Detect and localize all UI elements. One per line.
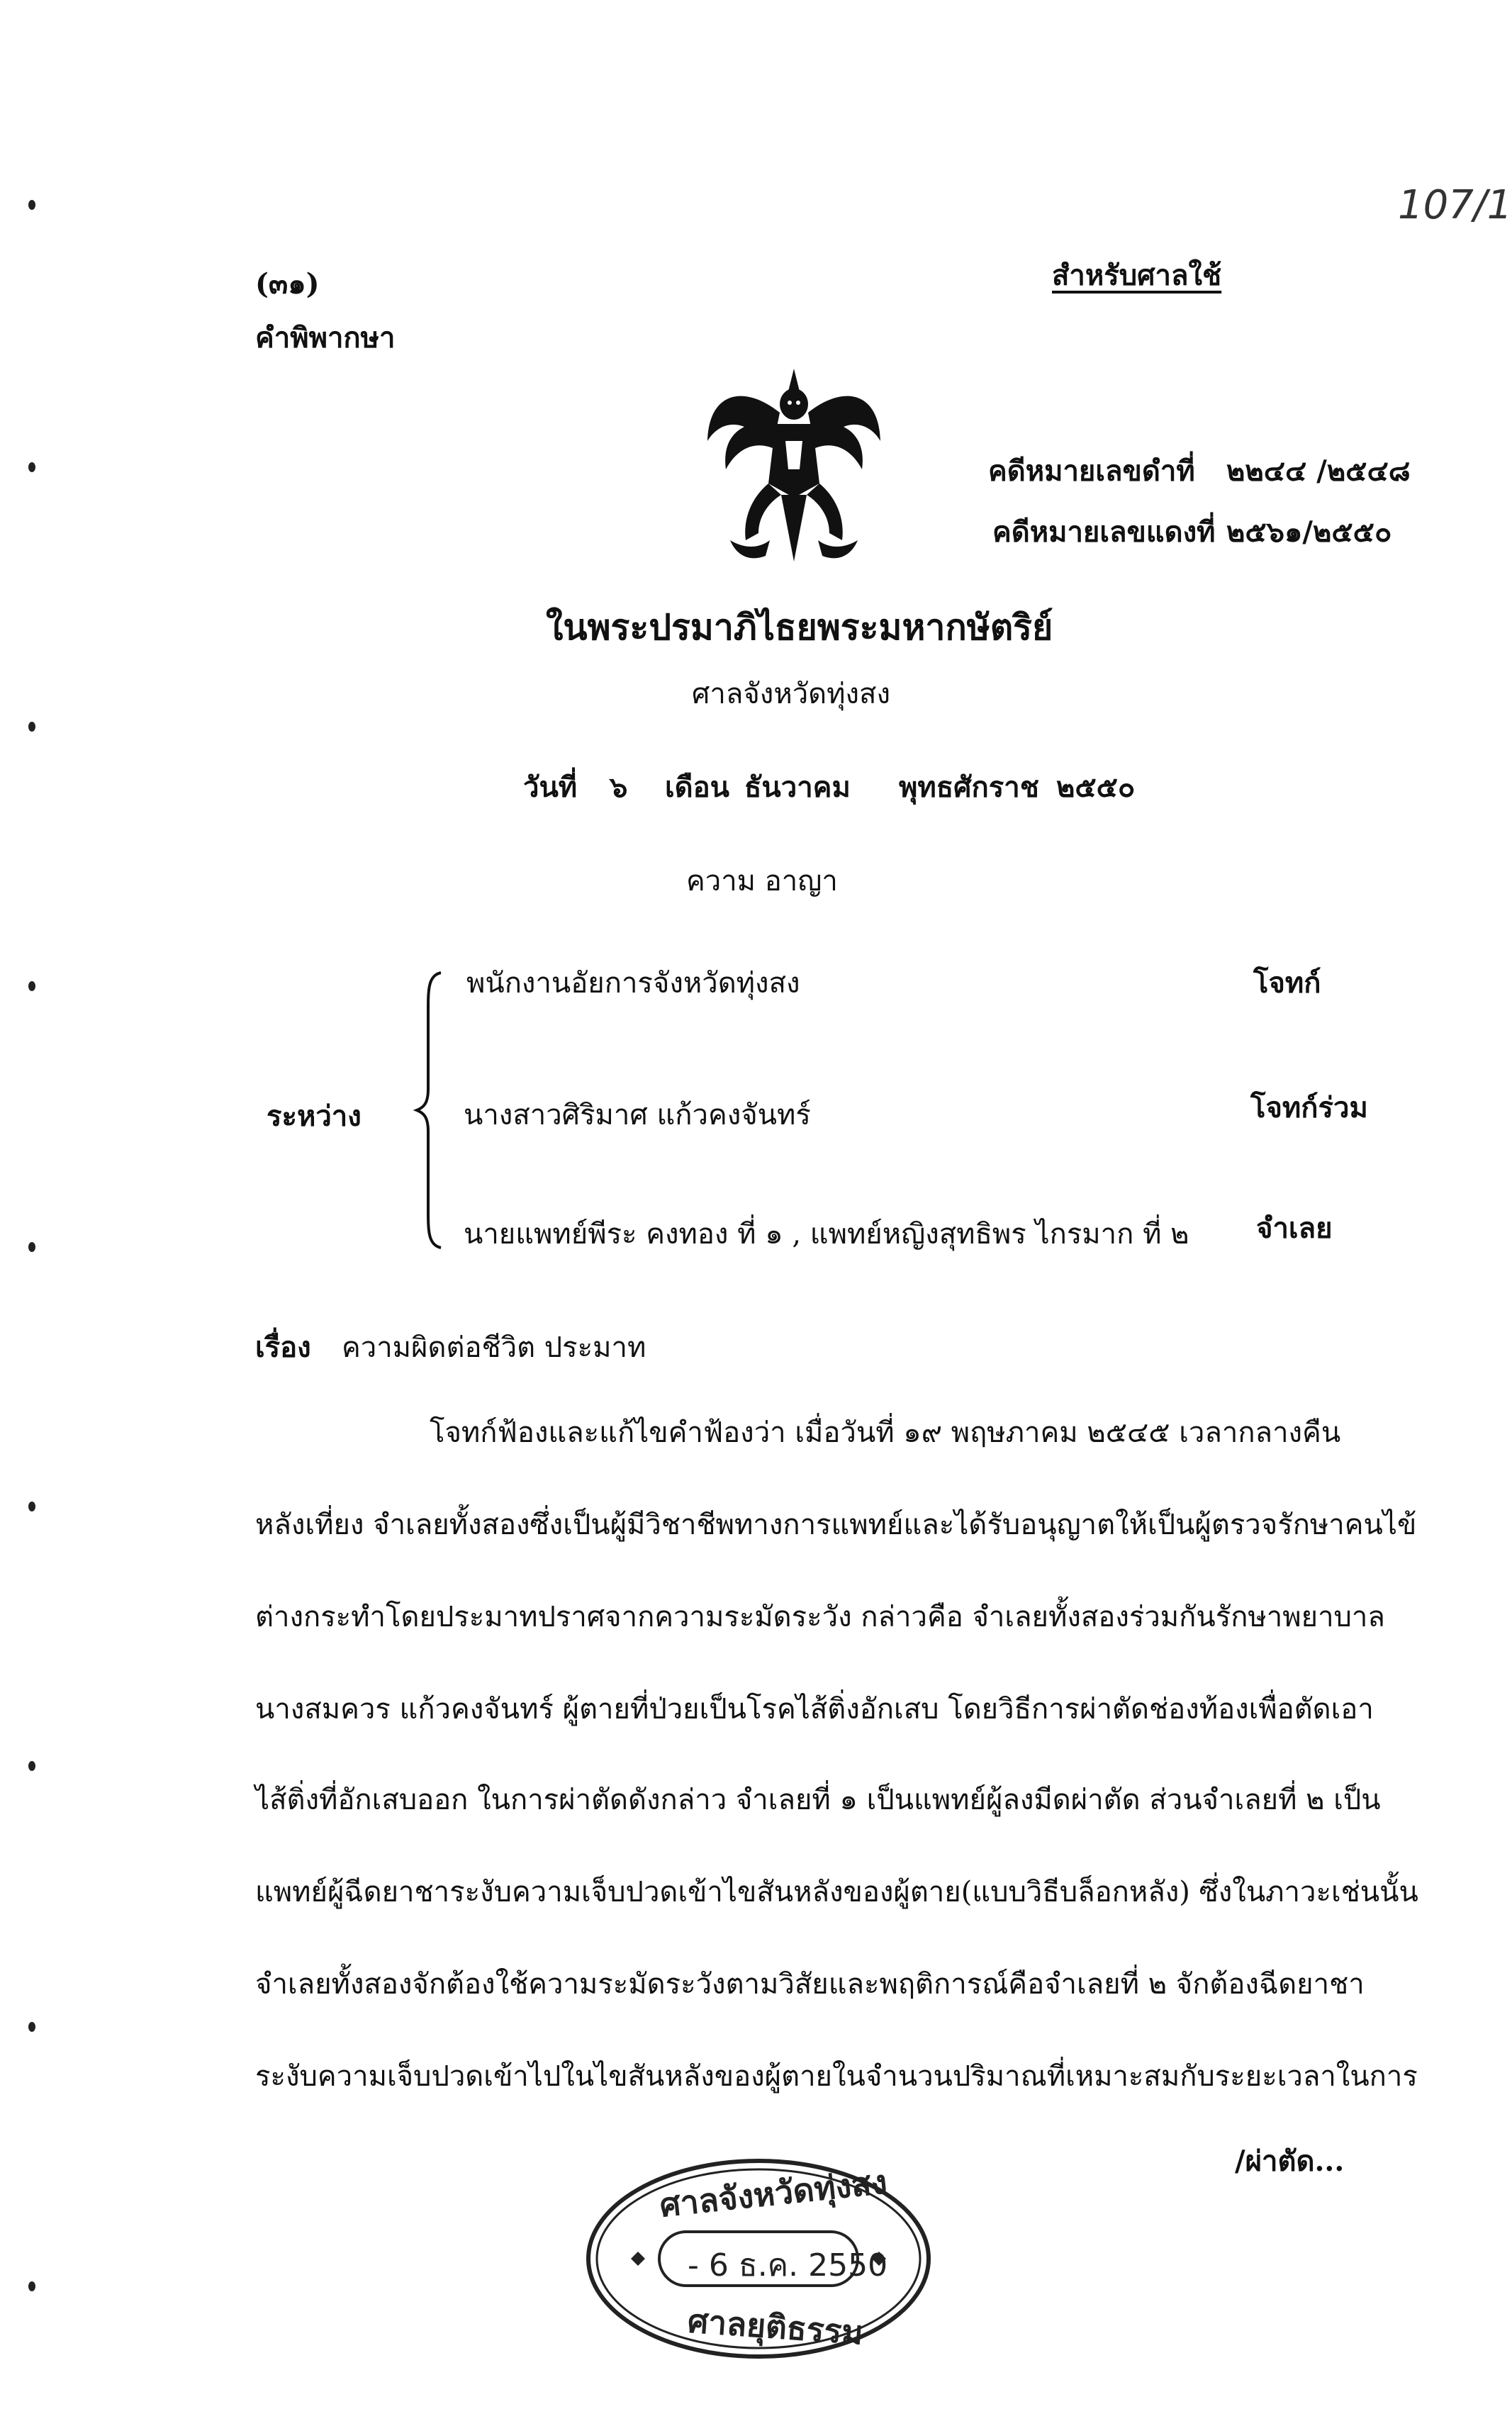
stamp-date: - 6 ธ.ค. 2550 <box>688 2247 888 2284</box>
form-title: คำพิพากษา <box>255 321 396 354</box>
page-mark: 107/1 <box>1398 182 1512 228</box>
body-line: แพทย์ผู้ฉีดยาชาระงับความเจ็บปวดเข้าไขสันหลังของผู้ตาย(แบบวิธีบล็อกหลัง) ซึ่งในภาวะเช่นนั้น <box>255 1876 1418 1908</box>
body-line: ต่างกระทำโดยประมาทปราศจากความระมัดระวัง กล่าวคือ จำเลยทั้งสองร่วมกันรักษาพยาบาล <box>255 1601 1385 1633</box>
court-name: ศาลจังหวัดทุ่งสง <box>692 678 890 710</box>
margin-dot <box>28 1502 35 1511</box>
date-day: ๖ <box>610 771 628 804</box>
royal-title: ในพระปรมาภิไธยพระมหากษัตริย์ <box>546 606 1053 648</box>
garuda-emblem-icon <box>702 363 886 569</box>
margin-dot <box>28 981 35 991</box>
margin-dot <box>28 1761 35 1771</box>
continuation-mark: /ผ่าตัด... <box>1235 2145 1345 2178</box>
party-brace <box>413 968 448 1252</box>
body-line: จำเลยทั้งสองจักต้องใช้ความระมัดระวังตามวิสัยและพฤติการณ์คือจำเลยที่ ๒ จักต้องฉีดยาชา <box>255 1968 1365 2001</box>
date-day-label: วันที่ <box>523 771 578 804</box>
black-case-label: คดีหมายเลขดำที่ <box>988 454 1195 488</box>
margin-dot <box>28 2022 35 2032</box>
party-role-defendants: จำเลย <box>1256 1212 1333 1245</box>
subject-value: ความผิดต่อชีวิต ประมาท <box>342 1331 646 1364</box>
date-month: ธันวาคม <box>744 771 851 804</box>
red-case-value: ๒๕๖๑/๒๕๕๐ <box>1226 515 1392 549</box>
margin-dot <box>28 2281 35 2291</box>
body-line: โจทก์ฟ้องและแก้ไขคำฟ้องว่า เมื่อวันที่ ๑๙ พฤษภาคม ๒๕๔๕ เวลากลางคืน <box>430 1416 1341 1449</box>
body-line: นางสมควร แก้วคงจันทร์ ผู้ตายที่ป่วยเป็นโรคไส้ติ่งอักเสบ โดยวิธีการผ่าตัดช่องท้องเพื่อตัดเอา <box>255 1693 1374 1726</box>
party-name-joint-plaintiff: นางสาวศิริมาศ แก้วคงจันทร์ <box>464 1099 811 1131</box>
stamp-bottom-text: ศาลยุติธรรม <box>686 2301 865 2352</box>
party-name-plaintiff: พนักงานอัยการจังหวัดทุ่งสง <box>466 967 800 1000</box>
date-month-label: เดือน <box>665 771 730 804</box>
case-type: ความ อาญา <box>686 865 838 898</box>
margin-dot <box>28 722 35 732</box>
red-case-label: คดีหมายเลขแดงที่ <box>992 515 1216 549</box>
body-line: หลังเที่ยง จำเลยทั้งสองซึ่งเป็นผู้มีวิชาชีพทางการแพทย์และได้รับอนุญาตให้เป็นผู้ตรวจรักษาคนไข้ <box>255 1509 1417 1541</box>
court-stamp <box>581 2152 936 2365</box>
date-year-label: พุทธศักราช <box>899 771 1039 804</box>
body-line: ระงับความเจ็บปวดเข้าไปในไขสันหลังของผู้ตายในจำนวนปริมาณที่เหมาะสมกับระยะเวลาในการ <box>255 2060 1418 2093</box>
black-case-value: ๒๒๔๔ /๒๕๔๘ <box>1226 454 1411 488</box>
margin-dot <box>28 462 35 472</box>
between-label: ระหว่าง <box>267 1100 362 1133</box>
subject-label: เรื่อง <box>255 1331 311 1364</box>
court-use-label: สำหรับศาลใช้ <box>1052 259 1222 292</box>
party-role-joint-plaintiff: โจทก์ร่วม <box>1250 1091 1368 1124</box>
party-name-defendants: นายแพทย์พีระ คงทอง ที่ ๑ , แพทย์หญิงสุทธิพร ไกรมาก ที่ ๒ <box>464 1218 1189 1251</box>
margin-dot <box>28 200 35 210</box>
party-role-plaintiff: โจทก์ <box>1253 966 1321 1000</box>
body-line: ไส้ติ่งที่อักเสบออก ในการผ่าตัดดังกล่าว จำเลยที่ ๑ เป็นแพทย์ผู้ลงมีดผ่าตัด ส่วนจำเลยที่ ๒ เป็น <box>255 1784 1381 1816</box>
margin-dot <box>28 1242 35 1252</box>
stamp-top-text: ศาลจังหวัดทุ่งสง <box>658 2162 889 2225</box>
date-year: ๒๕๕๐ <box>1056 771 1136 804</box>
form-number: (๓๑) <box>255 267 320 301</box>
